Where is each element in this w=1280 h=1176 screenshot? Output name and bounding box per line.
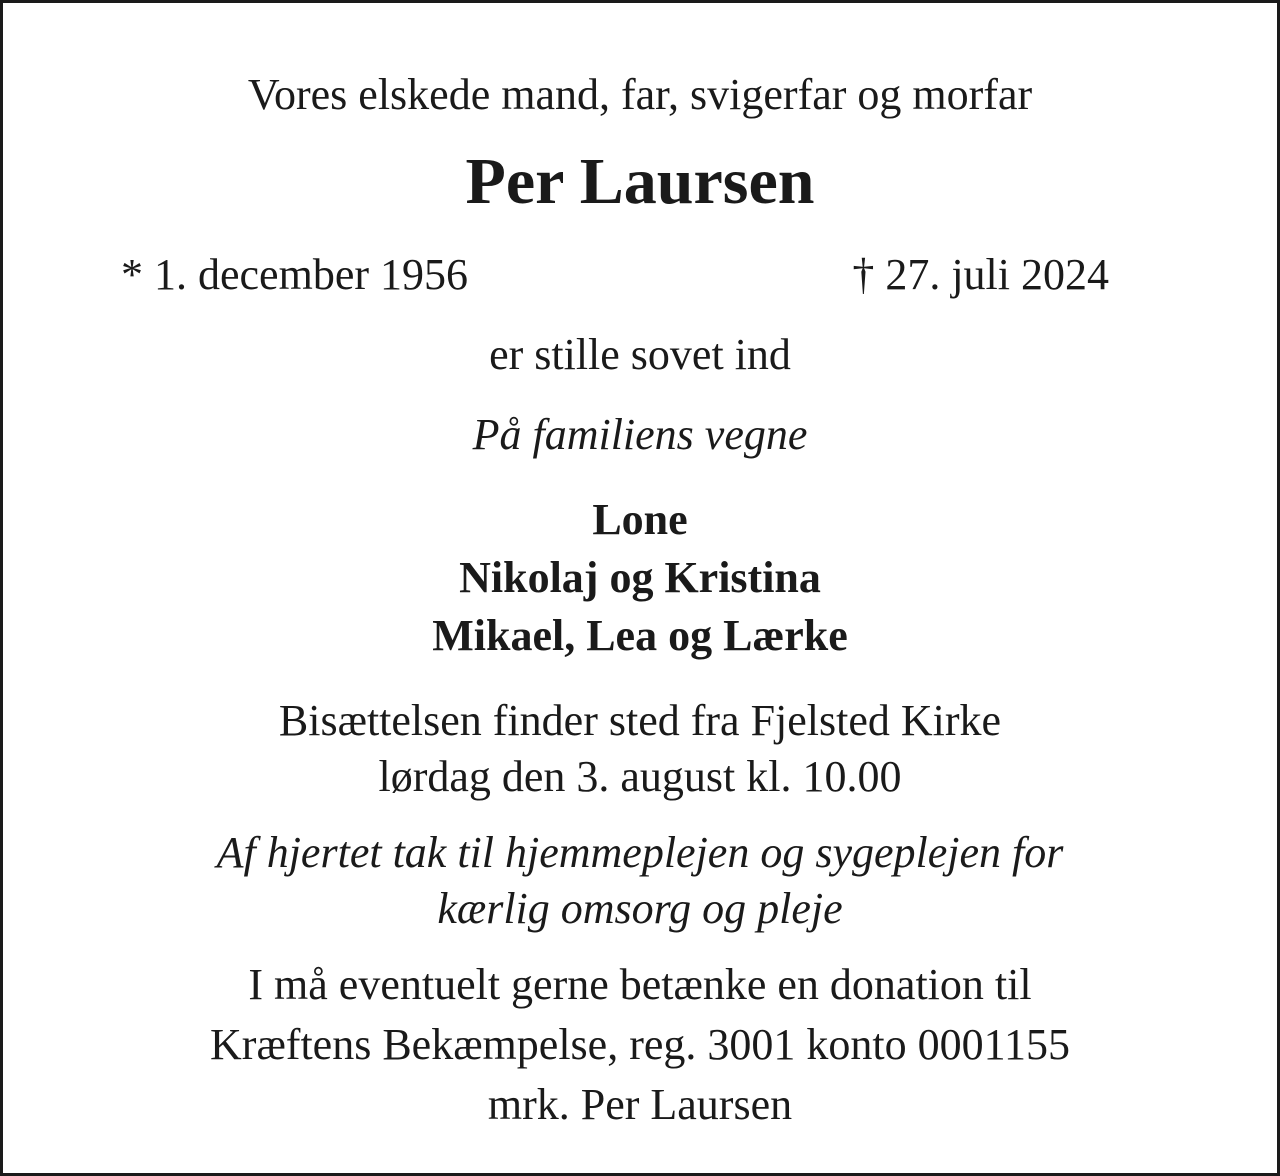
donation-line: mrk. Per Laursen	[487, 1080, 793, 1129]
family-line: Mikael, Lea og Lærke	[432, 611, 848, 660]
thanks-line: kærlig omsorg og pleje	[437, 884, 843, 933]
family-line: Lone	[592, 495, 688, 544]
family-line: Nikolaj og Kristina	[459, 553, 821, 602]
thanks-line: Af hjertet tak til hjemmeplejen og sygeplejen for	[216, 828, 1064, 877]
family-names	[3, 491, 1277, 665]
death-date: † 27. juli 2024	[852, 250, 1109, 299]
funeral-info	[3, 693, 1277, 805]
donation-line: I må eventuelt gerne betænke en donation til	[248, 960, 1032, 1009]
donation-line: Kræftens Bekæmpelse, reg. 3001 konto 0001155	[210, 1020, 1070, 1069]
thanks-text	[3, 825, 1277, 937]
life-dates	[3, 250, 1277, 303]
birth-date: * 1. december 1956	[121, 250, 468, 299]
donation-info	[3, 955, 1277, 1135]
funeral-line: Bisættelsen finder sted fra Fjelsted Kirke	[278, 696, 1002, 745]
on-behalf-text: På familiens vegne	[472, 410, 808, 459]
intro-text: Vores elskede mand, far, svigerfar og morfar	[247, 70, 1033, 119]
deceased-name: Per Laursen	[465, 145, 815, 218]
asleep-text: er stille sovet ind	[489, 330, 791, 379]
funeral-line: lørdag den 3. august kl. 10.00	[378, 752, 902, 801]
